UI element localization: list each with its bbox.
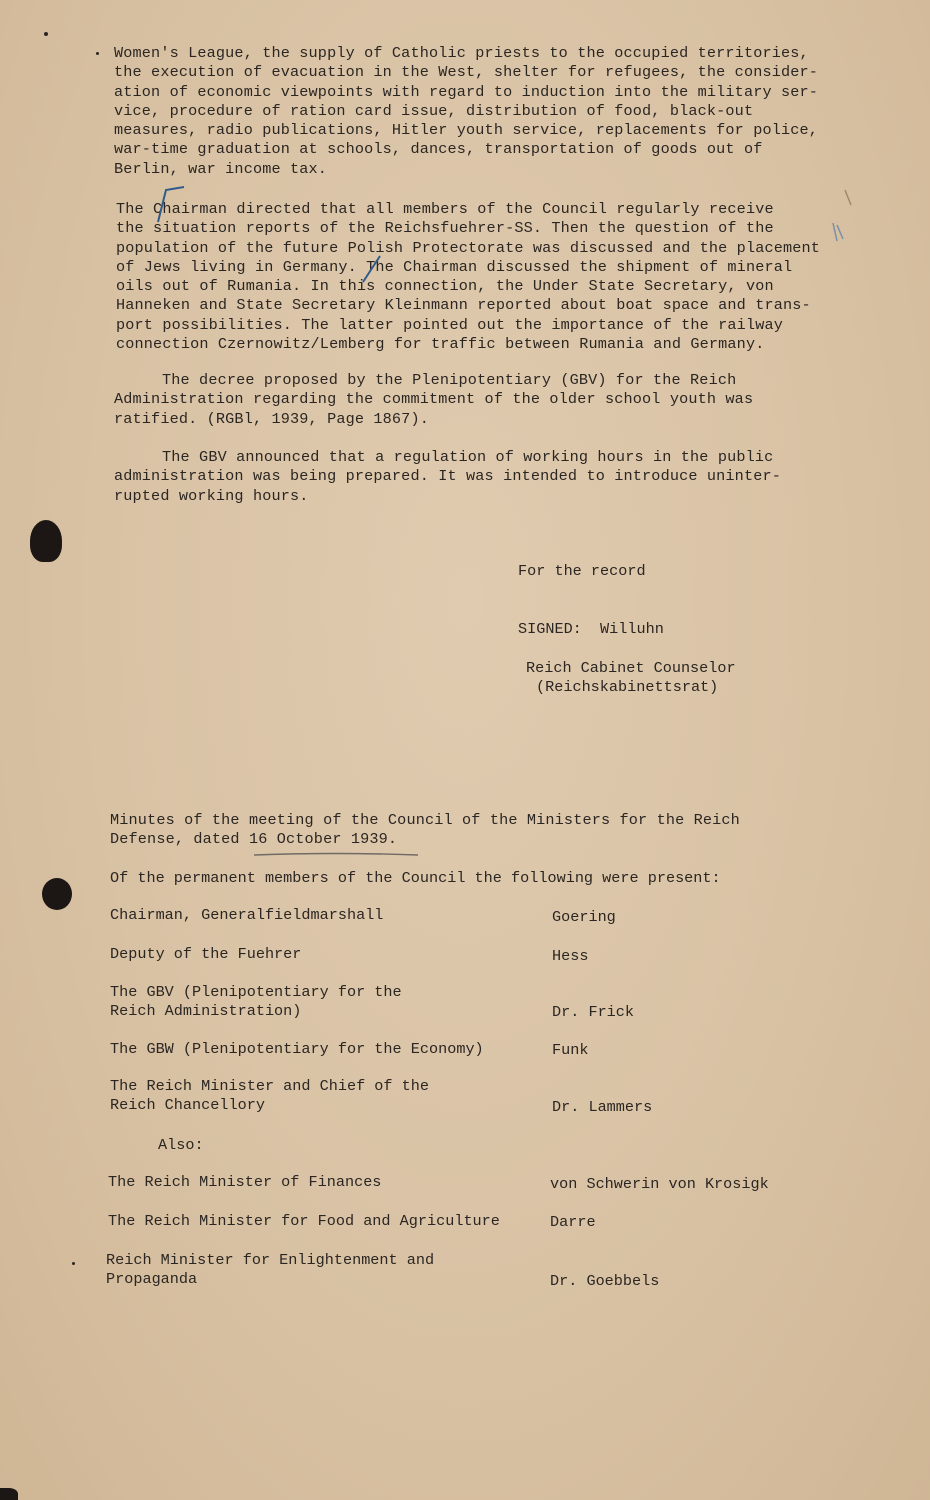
continuation-paragraph: Women's League, the supply of Catholic priests to the occupied territories, the execution of evacuation in the West, shelter for refugees, the consider- ation of economic viewpoints with regard to induction into the military ser- vice, procedure of ration card issue, distribution of food, black-out measures, radio publications, Hitler youth service, replacements for police, war-time graduation at schools, dances, transportation of goods out of Berlin, war income tax. — [114, 44, 819, 178]
date-underline — [252, 850, 422, 858]
member-role: Chairman, Generalfieldmarshall — [110, 906, 384, 924]
also-label: Also: — [158, 1136, 204, 1154]
member-role: The GBW (Plenipotentiary for the Economy) — [110, 1040, 484, 1058]
punch-hole-top — [30, 520, 62, 562]
also-member-role: The Reich Minister of Finances — [108, 1173, 382, 1191]
ink-speck — [44, 32, 48, 36]
punch-hole-bottom — [42, 878, 72, 910]
member-name: Funk — [552, 1041, 589, 1059]
also-member-role: The Reich Minister for Food and Agriculture — [108, 1212, 500, 1230]
member-role: Deputy of the Fuehrer — [110, 945, 302, 963]
member-name: Hess — [552, 947, 589, 965]
also-member-name: von Schwerin von Krosigk — [550, 1175, 769, 1193]
chairman-paragraph: The Chairman directed that all members of the Council regularly receive the situation reports of the Reichsfuehrer-SS. Then the question of the population of the future Polish Protectorate was discussed and the placement of Jews living in Germany. The Chairman discussed the shipment of mineral oils out of Rumania. In this connection, the Under State Secretary, von Hanneken and State Secretary Kleinmann reported about boat space and trans- port possibilities. The latter pointed out the importance of the railway connection Czernowitz/Lemberg for traffic between Rumania and Germany. — [116, 200, 821, 354]
member-role: The GBV (Plenipotentiary for the Reich Administration) — [110, 983, 402, 1020]
also-member-name: Dr. Goebbels — [550, 1272, 660, 1290]
pen-bracket-mark — [150, 186, 190, 226]
pen-margin-mark — [815, 185, 855, 245]
also-member-role: Reich Minister for Enlightenment and Propaganda — [106, 1251, 435, 1288]
decree-paragraph: The decree proposed by the Plenipotentiary (GBV) for the Reich Administration regarding the commitment of the older school youth was ratified. (RGBl, 1939, Page 1867). — [114, 371, 754, 428]
member-name: Dr. Lammers — [552, 1098, 653, 1116]
gbv-paragraph: The GBV announced that a regulation of working hours in the public administration was being prepared. It was intended to introduce uninter- rupted working hours. — [114, 448, 782, 505]
pen-slash-mark — [360, 254, 384, 284]
signatory-title-german: (Reichskabinettsrat) — [536, 678, 719, 696]
ink-speck — [72, 1262, 75, 1265]
also-member-name: Darre — [550, 1213, 596, 1231]
member-name: Dr. Frick — [552, 1003, 635, 1021]
present-intro: Of the permanent members of the Council the following were present: — [110, 869, 721, 887]
signed-line: SIGNED: Willuhn — [518, 620, 664, 638]
member-name: Goering — [552, 908, 616, 926]
ink-speck — [96, 52, 99, 55]
signatory-title: Reich Cabinet Counselor — [526, 659, 736, 677]
for-the-record: For the record — [518, 562, 646, 580]
corner-mark — [0, 1488, 18, 1500]
member-role: The Reich Minister and Chief of the Reich Chancellory — [110, 1077, 429, 1114]
minutes-heading: Minutes of the meeting of the Council of the Ministers for the Reich Defense, dated 16 October 1939. — [110, 811, 740, 849]
